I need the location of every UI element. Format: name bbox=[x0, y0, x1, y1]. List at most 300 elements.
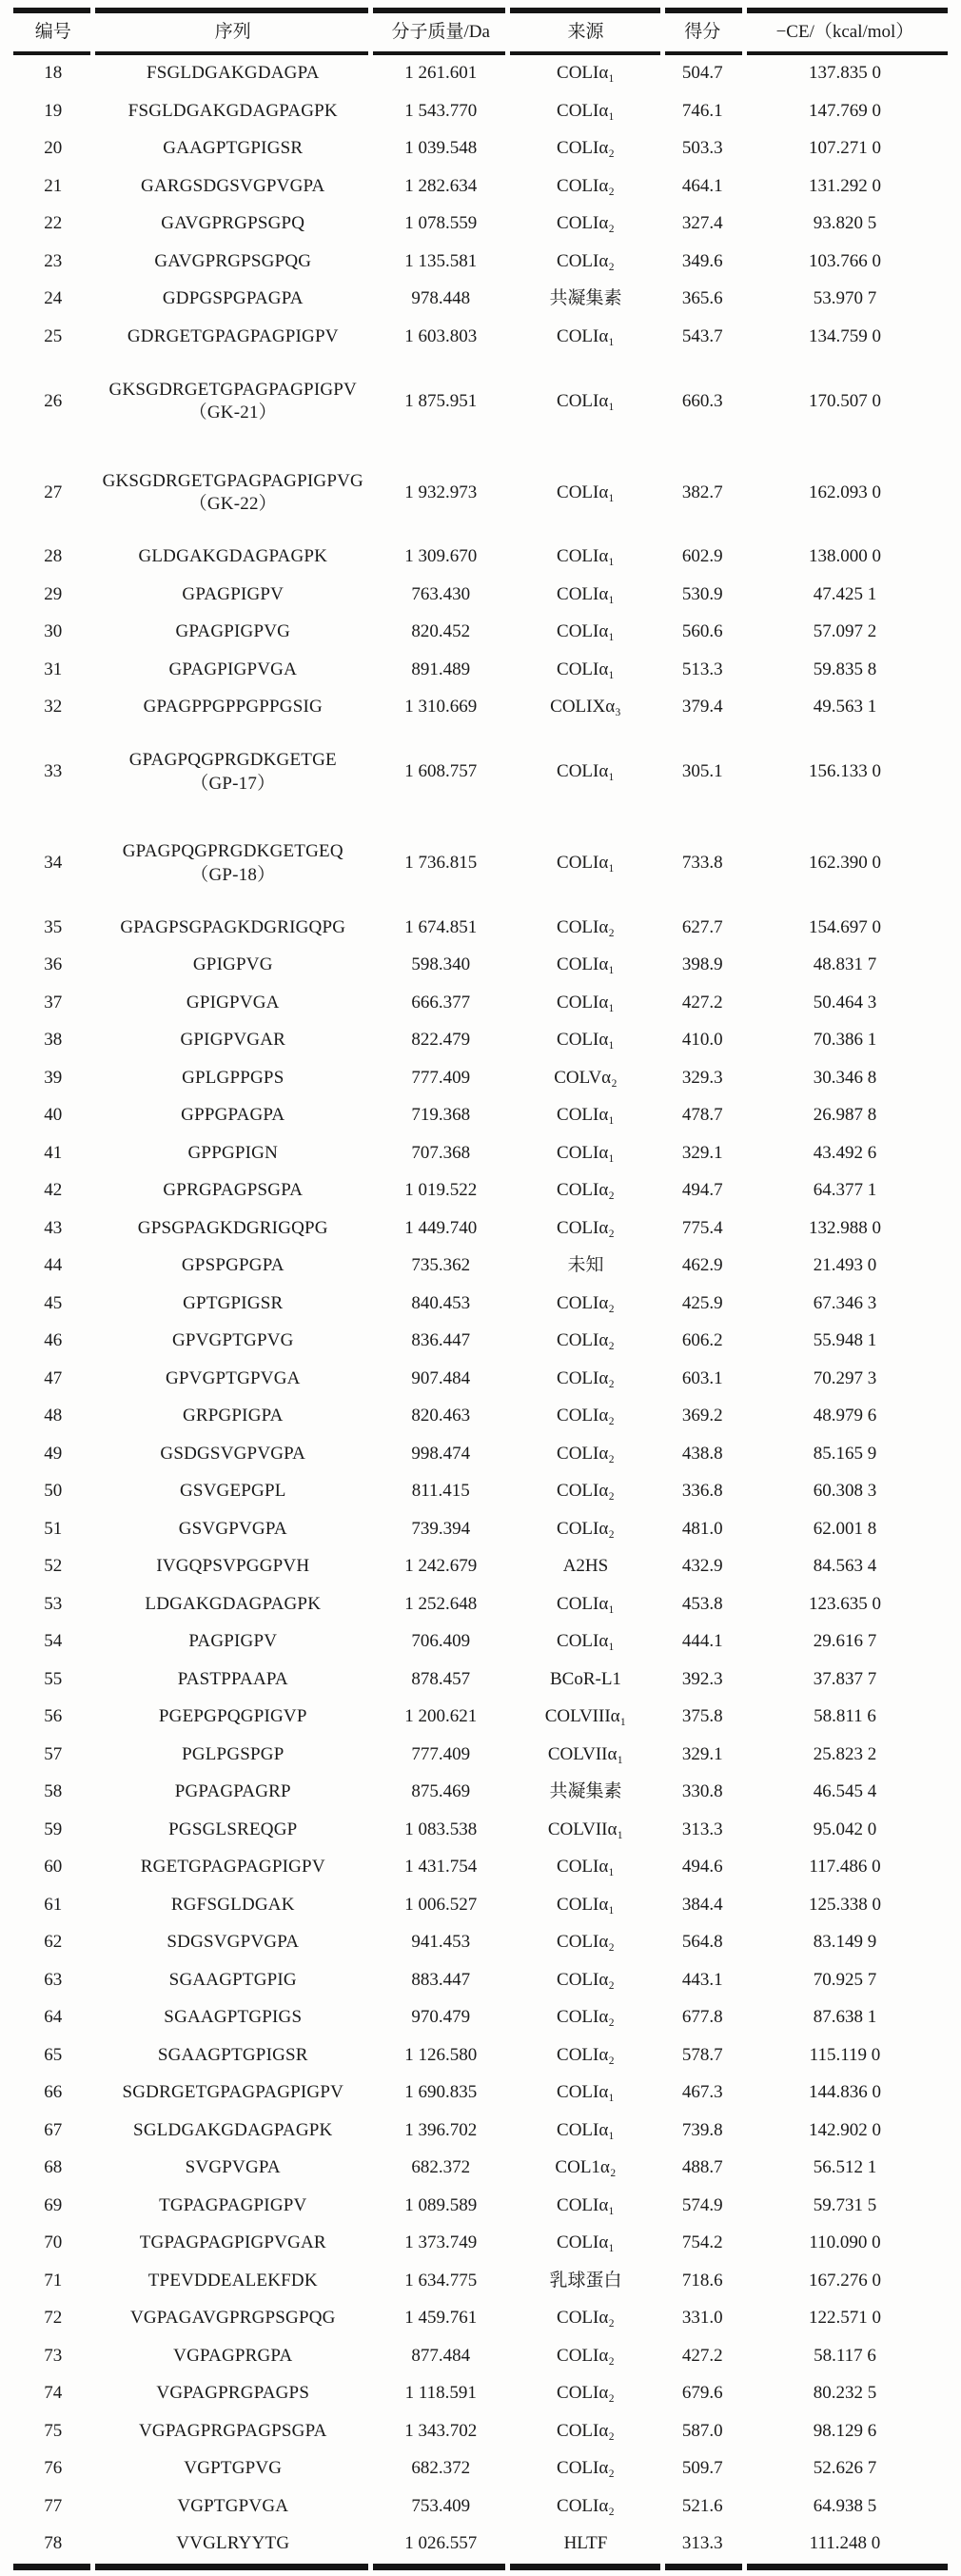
molecular-mass-cell: 1 690.835 bbox=[404, 2082, 478, 2103]
score-cell: 410.0 bbox=[681, 1030, 723, 1051]
sequence-text: TPEVDDEALEKFDK bbox=[147, 2270, 318, 2291]
score-cell: 718.6 bbox=[681, 2270, 723, 2291]
table-row bbox=[13, 2113, 948, 2151]
score-cell: 578.7 bbox=[681, 2044, 723, 2065]
molecular-mass-cell: 907.484 bbox=[411, 1367, 471, 1388]
ce-energy-cell: 83.149 9 bbox=[813, 1932, 877, 1953]
source-cell: COLIα₂ bbox=[557, 1443, 615, 1464]
sequence-cell bbox=[92, 2419, 373, 2445]
molecular-mass-cell: 1 261.601 bbox=[404, 63, 478, 84]
score-cell: 587.0 bbox=[681, 2420, 723, 2441]
table-row bbox=[13, 818, 948, 910]
table-row bbox=[13, 1812, 948, 1850]
sequence-cell bbox=[92, 2231, 373, 2256]
table-row bbox=[13, 577, 948, 615]
row-number-cell: 53 bbox=[44, 1593, 63, 1614]
sequence-cell bbox=[92, 2531, 373, 2557]
ce-energy-cell: 131.292 0 bbox=[808, 175, 881, 196]
source-cell: COLIα₁ bbox=[557, 2119, 615, 2140]
sequence-cell bbox=[92, 695, 373, 720]
sequence-cell bbox=[92, 249, 373, 275]
sequence-cell bbox=[92, 1253, 373, 1279]
sequence-cell bbox=[92, 953, 373, 978]
source-cell: COLIα₂ bbox=[557, 2308, 615, 2329]
header-sequence: 序列 bbox=[214, 21, 251, 42]
score-cell: 627.7 bbox=[681, 916, 723, 937]
sequence-cell bbox=[92, 991, 373, 1016]
molecular-mass-cell: 878.457 bbox=[411, 1668, 471, 1689]
ce-energy-cell: 48.831 7 bbox=[813, 954, 877, 975]
ce-energy-cell: 87.638 1 bbox=[813, 2007, 877, 2028]
molecular-mass-cell: 978.448 bbox=[411, 288, 471, 309]
score-cell: 521.6 bbox=[681, 2495, 723, 2516]
source-cell: COLIα₂ bbox=[557, 2458, 615, 2479]
row-number-cell: 66 bbox=[44, 2082, 63, 2103]
sequence-cell bbox=[92, 2494, 373, 2520]
table-row bbox=[13, 1662, 948, 1700]
sequence-text: GPIGPVGAR bbox=[180, 1030, 286, 1051]
molecular-mass-cell: 763.430 bbox=[411, 583, 471, 604]
row-number-cell: 60 bbox=[44, 1857, 63, 1878]
sequence-cell bbox=[92, 2269, 373, 2294]
sequence-cell bbox=[92, 582, 373, 608]
row-number-cell: 27 bbox=[44, 482, 63, 502]
table-row bbox=[13, 1436, 948, 1474]
molecular-mass-cell: 682.372 bbox=[411, 2458, 471, 2479]
score-cell: 313.3 bbox=[681, 1819, 723, 1839]
table-row bbox=[13, 1135, 948, 1173]
source-cell: COLIα₂ bbox=[557, 2420, 615, 2441]
row-number-cell: 30 bbox=[44, 621, 63, 642]
table-row bbox=[13, 168, 948, 206]
molecular-mass-cell: 1 396.702 bbox=[404, 2119, 478, 2140]
table-row bbox=[13, 985, 948, 1023]
molecular-mass-cell: 598.340 bbox=[411, 954, 471, 975]
table-row bbox=[13, 1210, 948, 1249]
table-row bbox=[13, 244, 948, 282]
source-cell: COLIα₁ bbox=[557, 546, 615, 567]
sequence-cell bbox=[92, 2155, 373, 2181]
ce-energy-cell: 95.042 0 bbox=[813, 1819, 877, 1839]
sequence-text: GPIGPVGA bbox=[186, 992, 280, 1013]
table-row bbox=[13, 910, 948, 948]
sequence-short-name: （GP-17） bbox=[190, 773, 276, 794]
source-cell: COLIα₂ bbox=[557, 1932, 615, 1953]
ce-energy-cell: 137.835 0 bbox=[808, 63, 881, 84]
table-row bbox=[13, 947, 948, 985]
source-cell: COLIα₁ bbox=[557, 325, 615, 346]
source-cell: COLIα₁ bbox=[557, 1030, 615, 1051]
score-cell: 464.1 bbox=[681, 175, 723, 196]
row-number-cell: 22 bbox=[44, 213, 63, 234]
ce-energy-cell: 162.390 0 bbox=[808, 853, 881, 874]
score-cell: 392.3 bbox=[681, 1668, 723, 1689]
table-row bbox=[13, 356, 948, 447]
sequence-text: GAAGPTGPIGSR bbox=[163, 138, 304, 159]
molecular-mass-cell: 1 449.740 bbox=[404, 1217, 478, 1238]
sequence-cell bbox=[92, 2005, 373, 2031]
ce-energy-cell: 170.507 0 bbox=[808, 390, 881, 411]
sequence-cell bbox=[92, 1328, 373, 1354]
source-cell: COLIα₂ bbox=[557, 1330, 615, 1351]
sequence-text: SGAAGPTGPIG bbox=[168, 1969, 297, 1990]
row-number-cell: 29 bbox=[44, 583, 63, 604]
molecular-mass-cell: 970.479 bbox=[411, 2007, 471, 2028]
row-number-cell: 52 bbox=[44, 1556, 63, 1577]
sequence-text: GAVGPRGPSGPQ bbox=[161, 213, 305, 234]
sequence-text: GAVGPRGPSGPQG bbox=[154, 250, 312, 271]
sequence-cell bbox=[92, 1855, 373, 1880]
score-cell: 602.9 bbox=[681, 546, 723, 567]
row-number-cell: 36 bbox=[44, 954, 63, 975]
sequence-cell bbox=[92, 1818, 373, 1843]
score-cell: 369.2 bbox=[681, 1406, 723, 1426]
table-row bbox=[13, 55, 948, 93]
sequence-cell bbox=[92, 99, 373, 125]
ce-energy-cell: 154.697 0 bbox=[808, 916, 881, 937]
header-mass: 分子质量/Da bbox=[391, 21, 490, 42]
table-row bbox=[13, 93, 948, 131]
row-number-cell: 65 bbox=[44, 2044, 63, 2065]
table-row bbox=[13, 281, 948, 319]
table-row bbox=[13, 689, 948, 727]
source-cell: COLIα₁ bbox=[557, 100, 615, 121]
source-cell: COLIα₂ bbox=[557, 250, 615, 271]
molecular-mass-cell: 1 543.770 bbox=[404, 100, 478, 121]
molecular-mass-cell: 1 459.761 bbox=[404, 2308, 478, 2329]
score-cell: 488.7 bbox=[681, 2157, 723, 2178]
sequence-cell bbox=[92, 2306, 373, 2331]
ce-energy-cell: 144.836 0 bbox=[808, 2082, 881, 2103]
score-cell: 503.3 bbox=[681, 138, 723, 159]
sequence-cell bbox=[92, 378, 373, 425]
table-row bbox=[13, 1248, 948, 1286]
molecular-mass-cell: 1 026.557 bbox=[404, 2533, 478, 2554]
sequence-text: VGPAGAVGPRGPSGPQG bbox=[129, 2308, 336, 2329]
sequence-text: SGAAGPTGPIGS bbox=[164, 2007, 303, 2028]
ce-energy-cell: 56.512 1 bbox=[813, 2157, 877, 2178]
sequence-text: VGPAGPRGPAGPS bbox=[156, 2383, 310, 2404]
row-number-cell: 72 bbox=[44, 2308, 63, 2329]
sequence-cell bbox=[92, 174, 373, 200]
row-number-cell: 75 bbox=[44, 2420, 63, 2441]
table-header-row bbox=[13, 13, 948, 51]
source-cell: BCoR-L1 bbox=[549, 1668, 621, 1689]
sequence-text: SDGSVGPVGPA bbox=[167, 1932, 300, 1953]
sequence-text: GKSGDRGETGPAGPAGPIGPV bbox=[108, 379, 357, 400]
table-row bbox=[13, 130, 948, 168]
sequence-cell bbox=[92, 2118, 373, 2144]
sequence-text: TGPAGPAGPIGPVGAR bbox=[139, 2232, 326, 2253]
sequence-cell bbox=[92, 324, 373, 350]
molecular-mass-cell: 877.484 bbox=[411, 2345, 471, 2366]
molecular-mass-cell: 1 126.580 bbox=[404, 2044, 478, 2065]
sequence-cell bbox=[92, 1028, 373, 1053]
source-cell: COLVIIα₁ bbox=[547, 1819, 624, 1839]
source-cell: COLIα₁ bbox=[557, 1894, 615, 1915]
table-row bbox=[13, 1286, 948, 1324]
score-cell: 336.8 bbox=[681, 1481, 723, 1502]
row-number-cell: 41 bbox=[44, 1142, 63, 1163]
sequence-text: GRPGPIGPA bbox=[182, 1406, 284, 1426]
table-row bbox=[13, 1511, 948, 1549]
row-number-cell: 71 bbox=[44, 2270, 63, 2291]
row-number-cell: 20 bbox=[44, 138, 63, 159]
score-cell: 574.9 bbox=[681, 2194, 723, 2215]
score-cell: 530.9 bbox=[681, 583, 723, 604]
molecular-mass-cell: 753.409 bbox=[411, 2495, 471, 2516]
row-number-cell: 28 bbox=[44, 546, 63, 567]
ce-energy-cell: 117.486 0 bbox=[809, 1857, 881, 1878]
table-row bbox=[13, 1323, 948, 1361]
score-cell: 427.2 bbox=[681, 992, 723, 1013]
sequence-cell bbox=[92, 2456, 373, 2482]
source-cell: COLIα₂ bbox=[557, 1292, 615, 1313]
table-row bbox=[13, 1999, 948, 2037]
molecular-mass-cell: 1 634.775 bbox=[404, 2270, 478, 2291]
row-number-cell: 23 bbox=[44, 250, 63, 271]
score-cell: 329.3 bbox=[681, 1067, 723, 1088]
molecular-mass-cell: 666.377 bbox=[411, 992, 471, 1013]
source-cell: COL1α₂ bbox=[555, 2157, 617, 2178]
ce-energy-cell: 111.248 0 bbox=[809, 2533, 881, 2554]
row-number-cell: 67 bbox=[44, 2119, 63, 2140]
table-row bbox=[13, 2413, 948, 2451]
table-row bbox=[13, 1737, 948, 1775]
score-cell: 438.8 bbox=[681, 1443, 723, 1464]
sequence-cell bbox=[92, 286, 373, 312]
source-cell: 未知 bbox=[567, 1255, 604, 1276]
row-number-cell: 74 bbox=[44, 2383, 63, 2404]
source-cell: COLIXα₃ bbox=[550, 697, 621, 718]
sequence-cell bbox=[92, 1404, 373, 1429]
score-cell: 481.0 bbox=[681, 1518, 723, 1539]
row-number-cell: 39 bbox=[44, 1067, 63, 1088]
table-row bbox=[13, 2075, 948, 2113]
sequence-cell bbox=[92, 1178, 373, 1204]
row-number-cell: 34 bbox=[44, 853, 63, 874]
ce-energy-cell: 59.731 5 bbox=[813, 2194, 877, 2215]
source-cell: COLIα₂ bbox=[557, 1367, 615, 1388]
sequence-cell bbox=[92, 1291, 373, 1317]
row-number-cell: 43 bbox=[44, 1217, 63, 1238]
sequence-cell bbox=[92, 544, 373, 570]
score-cell: 754.2 bbox=[681, 2232, 723, 2253]
sequence-cell bbox=[92, 2080, 373, 2106]
table-row bbox=[13, 652, 948, 690]
source-cell: COLIα₂ bbox=[557, 916, 615, 937]
source-cell: COLIα₂ bbox=[557, 2383, 615, 2404]
row-number-cell: 21 bbox=[44, 175, 63, 196]
molecular-mass-cell: 777.409 bbox=[411, 1743, 471, 1764]
sequence-cell bbox=[92, 1667, 373, 1693]
header-score: 得分 bbox=[684, 21, 721, 42]
sequence-text: GPAGPIGPV bbox=[182, 583, 284, 604]
score-cell: 427.2 bbox=[681, 2345, 723, 2366]
score-cell: 462.9 bbox=[681, 1255, 723, 1276]
header-number: 编号 bbox=[34, 21, 71, 42]
score-cell: 382.7 bbox=[681, 482, 723, 502]
sequence-cell bbox=[92, 1479, 373, 1504]
row-number-cell: 73 bbox=[44, 2345, 63, 2366]
row-number-cell: 64 bbox=[44, 2007, 63, 2028]
molecular-mass-cell: 1 252.648 bbox=[404, 1593, 478, 1614]
row-number-cell: 31 bbox=[44, 659, 63, 679]
molecular-mass-cell: 1 118.591 bbox=[404, 2383, 477, 2404]
sequence-text: PGEPGPQGPIGVP bbox=[158, 1706, 307, 1727]
source-cell: COLIα₁ bbox=[557, 659, 615, 679]
score-cell: 313.3 bbox=[681, 2533, 723, 2554]
source-cell: COLIα₁ bbox=[557, 63, 615, 84]
source-cell: COLIα₂ bbox=[557, 1180, 615, 1201]
source-cell: COLIα₂ bbox=[557, 138, 615, 159]
sequence-text: GPAGPIGPVGA bbox=[168, 659, 298, 679]
source-cell: 共凝集素 bbox=[549, 1781, 622, 1802]
row-number-cell: 51 bbox=[44, 1518, 63, 1539]
molecular-mass-cell: 1 603.803 bbox=[404, 325, 478, 346]
sequence-cell bbox=[92, 1141, 373, 1167]
table-row bbox=[13, 1962, 948, 2000]
source-cell: COLIα₂ bbox=[557, 175, 615, 196]
molecular-mass-cell: 1 083.538 bbox=[404, 1819, 478, 1839]
sequence-text: GPPGPIGN bbox=[187, 1142, 279, 1163]
table-row bbox=[13, 2150, 948, 2188]
row-number-cell: 61 bbox=[44, 1894, 63, 1915]
source-cell: COLIα₁ bbox=[557, 621, 615, 642]
sequence-cell bbox=[92, 1893, 373, 1918]
ce-energy-cell: 49.563 1 bbox=[813, 697, 877, 718]
table-row bbox=[13, 1172, 948, 1210]
row-number-cell: 42 bbox=[44, 1180, 63, 1201]
sequence-short-name: （GP-18） bbox=[190, 864, 276, 885]
table-row bbox=[13, 1361, 948, 1399]
source-cell: COLVα₂ bbox=[554, 1067, 618, 1088]
source-cell: COLIα₂ bbox=[557, 2495, 615, 2516]
ce-energy-cell: 103.766 0 bbox=[808, 250, 881, 271]
ce-energy-cell: 98.129 6 bbox=[813, 2420, 877, 2441]
sequence-text: GPRGPAGPSGPA bbox=[163, 1180, 304, 1201]
table-row bbox=[13, 1060, 948, 1098]
source-cell: COLIα₂ bbox=[557, 1518, 615, 1539]
score-cell: 365.6 bbox=[681, 288, 723, 309]
score-cell: 677.8 bbox=[681, 2007, 723, 2028]
ce-energy-cell: 93.820 5 bbox=[813, 213, 877, 234]
sequence-text: GPPGPAGPA bbox=[181, 1105, 285, 1126]
sequence-text: GPVGPTGPVG bbox=[171, 1330, 294, 1351]
sequence-text: GARGSDGSVGPVGPA bbox=[141, 175, 325, 196]
molecular-mass-cell: 707.368 bbox=[411, 1142, 471, 1163]
score-cell: 775.4 bbox=[681, 1217, 723, 1238]
sequence-text: PGPAGPAGRP bbox=[174, 1781, 291, 1802]
molecular-mass-cell: 1 282.634 bbox=[404, 175, 478, 196]
table-row bbox=[13, 2450, 948, 2488]
ce-energy-cell: 64.377 1 bbox=[813, 1180, 877, 1201]
table-row bbox=[13, 2188, 948, 2226]
molecular-mass-cell: 1 736.815 bbox=[404, 853, 478, 874]
table-row bbox=[13, 1097, 948, 1135]
molecular-mass-cell: 840.453 bbox=[411, 1292, 471, 1313]
sequence-text: GLDGAKGDAGPAGPK bbox=[138, 546, 328, 567]
sequence-text: GKSGDRGETGPAGPAGPIGPVG bbox=[102, 470, 363, 491]
row-number-cell: 40 bbox=[44, 1105, 63, 1126]
sequence-cell bbox=[92, 1704, 373, 1730]
ce-energy-cell: 62.001 8 bbox=[813, 1518, 877, 1539]
row-number-cell: 44 bbox=[44, 1255, 63, 1276]
ce-energy-cell: 57.097 2 bbox=[813, 621, 877, 642]
row-number-cell: 32 bbox=[44, 697, 63, 718]
sequence-cell bbox=[92, 1629, 373, 1655]
row-number-cell: 57 bbox=[44, 1743, 63, 1764]
sequence-text: GSVGPVGPA bbox=[178, 1518, 287, 1539]
source-cell: 乳球蛋白 bbox=[549, 2270, 622, 2291]
score-cell: 494.6 bbox=[681, 1857, 723, 1878]
score-cell: 606.2 bbox=[681, 1330, 723, 1351]
molecular-mass-cell: 1 310.669 bbox=[404, 697, 478, 718]
sequence-text: GDPGSPGPAGPA bbox=[162, 288, 304, 309]
source-cell: COLVIIα₁ bbox=[547, 1743, 624, 1764]
sequence-cell bbox=[92, 2344, 373, 2370]
ce-energy-cell: 58.811 6 bbox=[814, 1706, 876, 1727]
source-cell: COLIα₂ bbox=[557, 2345, 615, 2366]
row-number-cell: 50 bbox=[44, 1481, 63, 1502]
row-number-cell: 33 bbox=[44, 761, 63, 782]
sequence-text: RGETGPAGPAGPIGPV bbox=[140, 1857, 325, 1878]
sequence-cell bbox=[92, 2043, 373, 2069]
sequence-text: GPTGPIGSR bbox=[183, 1292, 284, 1313]
score-cell: 379.4 bbox=[681, 697, 723, 718]
sequence-text: PGSGLSREQGP bbox=[168, 1819, 298, 1839]
ce-energy-cell: 21.493 0 bbox=[813, 1255, 877, 1276]
table-row bbox=[13, 1398, 948, 1436]
header-source: 来源 bbox=[567, 21, 604, 42]
molecular-mass-cell: 1 674.851 bbox=[404, 916, 478, 937]
table-row bbox=[13, 1022, 948, 1060]
row-number-cell: 59 bbox=[44, 1819, 63, 1839]
sequence-cell bbox=[92, 1968, 373, 1994]
sequence-text: RGFSGLDGAK bbox=[170, 1894, 295, 1915]
source-cell: COLIα₁ bbox=[557, 390, 615, 411]
sequence-cell bbox=[92, 2193, 373, 2219]
sequence-cell bbox=[92, 1742, 373, 1768]
molecular-mass-cell: 1 089.589 bbox=[404, 2194, 478, 2215]
sequence-cell bbox=[92, 658, 373, 683]
row-number-cell: 25 bbox=[44, 325, 63, 346]
source-cell: COLIα₁ bbox=[557, 1105, 615, 1126]
score-cell: 494.7 bbox=[681, 1180, 723, 1201]
table-row bbox=[13, 1548, 948, 1586]
row-number-cell: 37 bbox=[44, 992, 63, 1013]
sequence-text: GPVGPTGPVGA bbox=[165, 1367, 301, 1388]
molecular-mass-cell: 998.474 bbox=[411, 1443, 471, 1464]
row-number-cell: 47 bbox=[44, 1367, 63, 1388]
sequence-cell bbox=[92, 1066, 373, 1091]
sequence-text: GSDGSVGPVGPA bbox=[160, 1443, 306, 1464]
ce-energy-cell: 147.769 0 bbox=[808, 100, 881, 121]
ce-energy-cell: 84.563 4 bbox=[813, 1556, 877, 1577]
ce-energy-cell: 134.759 0 bbox=[808, 325, 881, 346]
ce-energy-cell: 110.090 0 bbox=[809, 2232, 881, 2253]
sequence-text: GPAGPIGPVG bbox=[175, 621, 291, 642]
molecular-mass-cell: 1 039.548 bbox=[404, 138, 478, 159]
sequence-text: GPAGPQGPRGDKGETGE bbox=[128, 750, 337, 771]
source-cell: HLTF bbox=[563, 2533, 608, 2554]
row-number-cell: 38 bbox=[44, 1030, 63, 1051]
score-cell: 330.8 bbox=[681, 1781, 723, 1802]
score-cell: 564.8 bbox=[681, 1932, 723, 1953]
sequence-cell bbox=[92, 619, 373, 645]
source-cell: COLIα₁ bbox=[557, 761, 615, 782]
molecular-mass-cell: 820.463 bbox=[411, 1406, 471, 1426]
